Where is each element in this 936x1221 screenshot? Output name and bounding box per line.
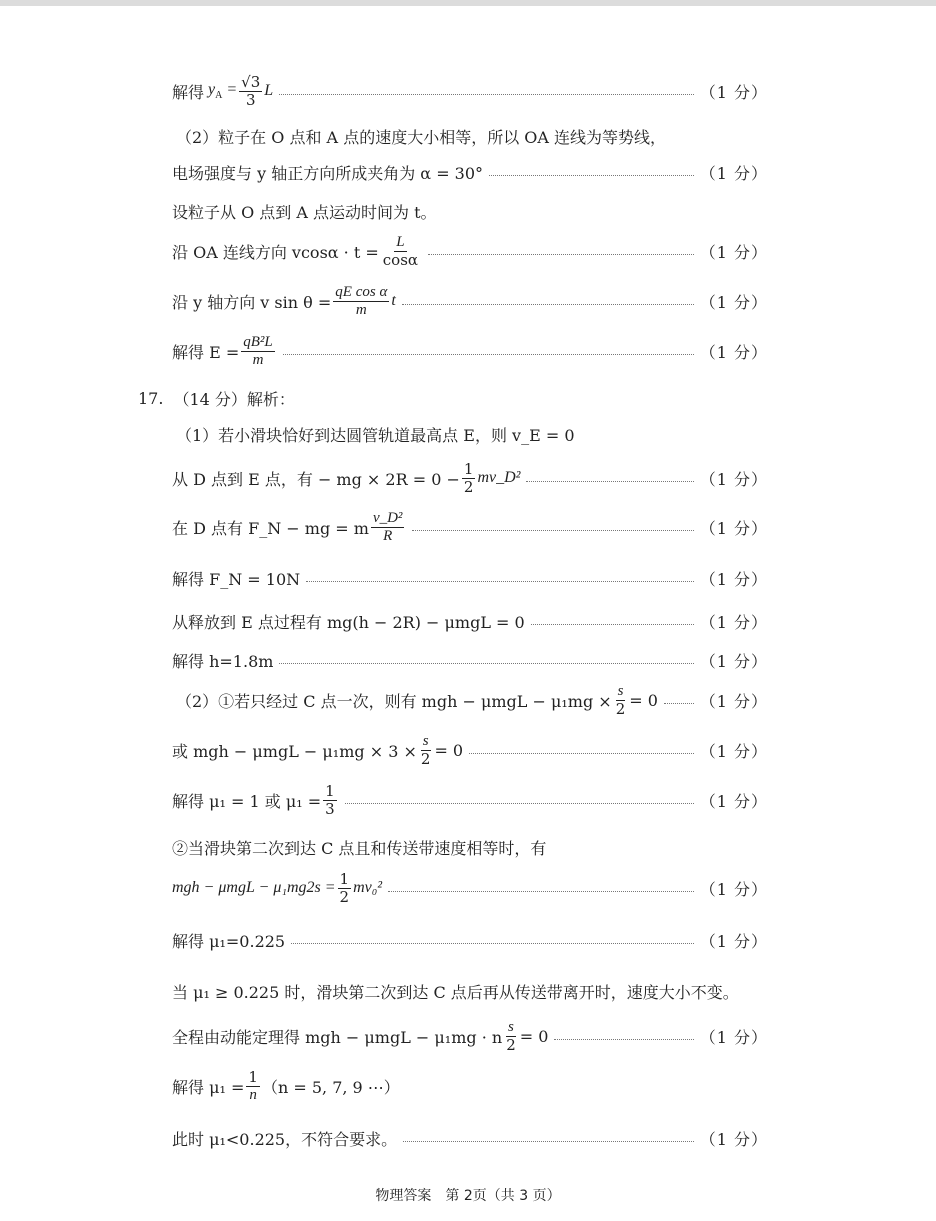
dot-leader [489, 175, 694, 176]
score-label: （1 分） [699, 164, 768, 183]
dot-leader [402, 304, 694, 305]
score-label: （1 分） [699, 741, 768, 761]
dot-leader [279, 663, 693, 664]
score-label: （1 分） [699, 932, 768, 951]
answer-line-angle [172, 161, 768, 184]
line-prefix: mgh − μmgL − μ₁mg2s = [172, 879, 336, 896]
question-number: 17. [138, 389, 164, 408]
line-text: 此时 μ₁<0.225，不符合要求。 [172, 1130, 398, 1149]
answer-line [172, 1127, 768, 1150]
line-suffix: t [391, 292, 396, 309]
answer-line-fn [172, 510, 768, 544]
dot-leader [531, 624, 694, 625]
line-suffix: = 0 [519, 1026, 549, 1046]
line-prefix: 解得 E = [172, 342, 240, 362]
var-L: L [264, 82, 274, 99]
score-label: （1 分） [699, 82, 768, 102]
dot-leader [283, 354, 694, 355]
answer-line-mu [172, 783, 768, 817]
answer-line [172, 929, 768, 952]
top-edge [0, 0, 936, 6]
line-text: 电场强度与 y 轴正方向所成夹角为 α = 30° [172, 164, 484, 183]
answer-line-y [172, 284, 768, 318]
line-prefix: 沿 y 轴方向 v sin θ = [172, 292, 332, 312]
dot-leader [526, 481, 693, 482]
line-prefix: 从 D 点到 E 点，有 − mg × 2R = 0 − [172, 469, 460, 489]
line-text: 解得 F_N = 10N [172, 570, 301, 589]
dot-leader [554, 1039, 693, 1040]
answer-line-mu-n [172, 1069, 400, 1103]
dot-leader [664, 703, 694, 704]
answer-line [172, 610, 768, 633]
line-suffix: = 0 [434, 740, 464, 760]
score-label: （1 分） [699, 1027, 768, 1047]
score-label: （1 分） [699, 691, 768, 711]
line-suffix: = 0 [629, 690, 658, 710]
score-label: （1 分） [699, 1130, 768, 1149]
dot-leader [469, 753, 694, 754]
line-suffix: （n = 5, 7, 9 ⋯） [261, 1077, 400, 1097]
score-label: （1 分） [699, 791, 768, 811]
line-prefix: 在 D 点有 F_N − mg = m [172, 518, 369, 538]
line-text: 解得 h=1.8m [172, 652, 274, 671]
dot-leader [388, 891, 694, 892]
dot-leader [412, 530, 693, 531]
answer-line-energy [172, 871, 768, 905]
text-line: （1）若小滑块恰好到达圆管轨道最高点 E，则 v_E = 0 [176, 426, 575, 445]
fraction: $\frac{s}{2}$ [420, 733, 431, 768]
fraction: $\frac{s}{2}$ [506, 1019, 516, 1054]
line-prefix: 解得 μ₁ = 1 或 μ₁ = [172, 791, 322, 811]
fraction: $\frac{L}{\cos\alpha}$ [382, 234, 419, 269]
var-ya: $y_A$ = [204, 80, 238, 102]
text-line: ②当滑块第二次到达 C 点且和传送带速度相等时，有 [172, 839, 547, 858]
answer-line-e [172, 334, 768, 368]
fraction: $\frac{1}{3}$ [325, 782, 335, 818]
line-text: 从释放到 E 点过程有 mg(h − 2R) − μmgL = 0 [172, 613, 525, 632]
fraction: $\frac{1}{2}$ [463, 460, 474, 496]
fraction: $\frac{1}{n}$ [248, 1068, 258, 1103]
fraction: $\frac{1}{2}$ [339, 870, 350, 906]
answer-line-theorem [172, 1019, 768, 1053]
fraction: $\frac{\text{v\_D²}}{R}$ [372, 510, 403, 544]
score-label: （1 分） [699, 518, 768, 538]
fraction: $\frac{s}{2}$ [615, 683, 626, 718]
line-prefix: 全程由动能定理得 mgh − μmgL − μ₁mg · n [172, 1027, 503, 1047]
answer-line-de [172, 461, 768, 495]
dot-leader [403, 1141, 694, 1142]
line-prefix: 或 mgh − μmgL − μ₁mg × 3 × [172, 741, 417, 761]
fraction: $\frac{√3}{3}$ [241, 73, 261, 109]
fraction: $\frac{\text{qE cos α}}{m}$ [335, 284, 388, 318]
dot-leader [279, 94, 694, 95]
score-label: （1 分） [699, 879, 768, 899]
dot-leader [345, 803, 694, 804]
fraction: $\frac{\text{qB²L}}{m}$ [243, 334, 273, 368]
page-footer: 物理答案 第 2页（共 3 页） [375, 1188, 561, 1204]
question-heading [138, 387, 295, 410]
line-prefix: 解得 μ₁ = [172, 1077, 245, 1097]
answer-line [172, 649, 768, 672]
score-label: （1 分） [699, 469, 768, 489]
answer-line-c3 [172, 733, 768, 767]
line-suffix: mv_D² [477, 469, 521, 486]
dot-leader [291, 943, 694, 944]
score-label: （1 分） [699, 613, 768, 632]
answer-line-ya [172, 74, 768, 108]
score-label: （1 分） [699, 652, 768, 671]
dot-leader [428, 254, 694, 255]
line-prefix: 沿 OA 连线方向 vcosα · t = [172, 242, 379, 262]
answer-line-oa [172, 234, 768, 268]
line-text: 解得 μ₁=0.225 [172, 932, 286, 951]
score-label: （1 分） [699, 570, 768, 589]
score-label: （1 分） [699, 292, 768, 312]
line-suffix: mv₀² [353, 879, 383, 896]
line-prefix: 解得 [172, 82, 205, 102]
text-line: 设粒子从 O 点到 A 点运动时间为 t。 [172, 203, 437, 222]
text-line: 当 μ₁ ≥ 0.225 时，滑块第二次到达 C 点后再从传送带离开时，速度大小不变。 [172, 983, 739, 1002]
answer-line [172, 567, 768, 590]
score-label: （1 分） [699, 342, 768, 362]
dot-leader [306, 581, 694, 582]
text-line: （2）粒子在 O 点和 A 点的速度大小相等，所以 OA 连线为等势线， [176, 128, 667, 147]
line-prefix: （2）①若只经过 C 点一次，则有 mgh − μmgL − μ₁mg × [176, 691, 612, 711]
question-title: （14 分）解析： [173, 390, 295, 409]
answer-line-c1 [176, 683, 768, 717]
score-label: （1 分） [699, 242, 768, 262]
